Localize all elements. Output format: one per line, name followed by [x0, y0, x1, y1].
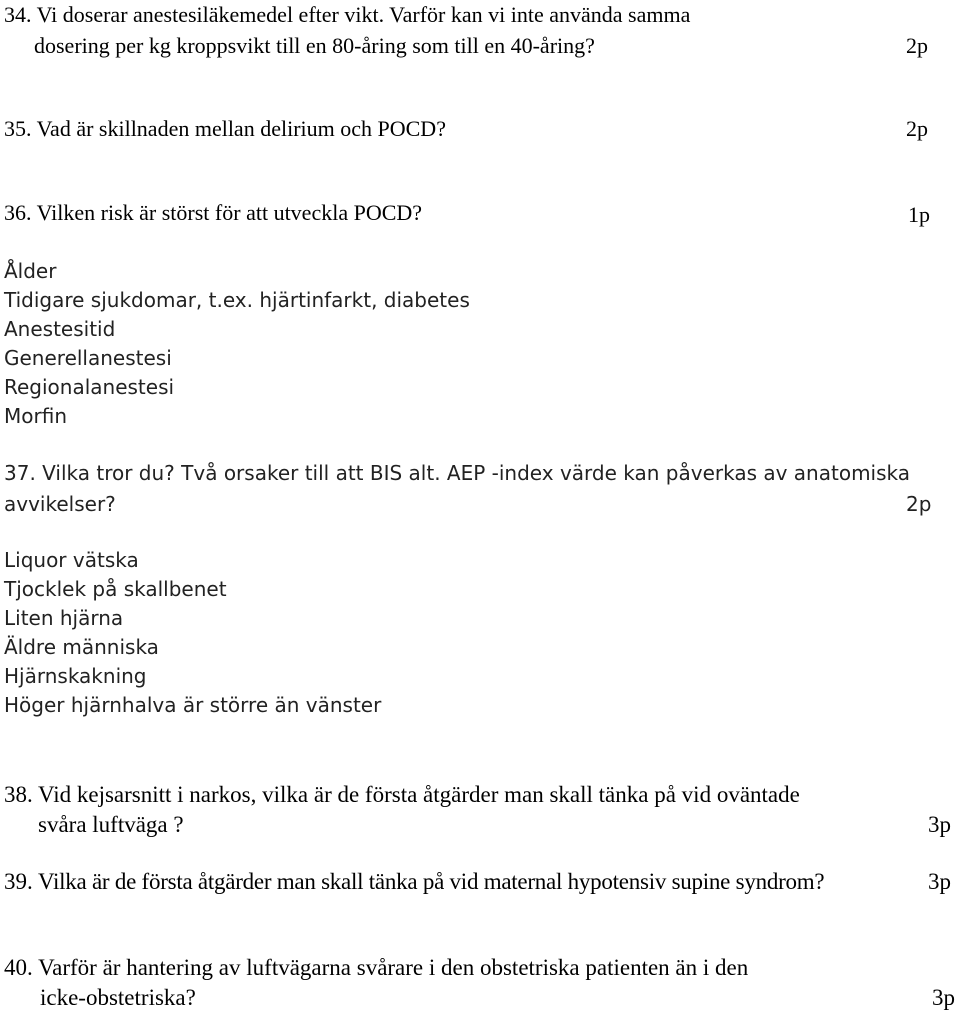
question-37-answer: Äldre människa	[4, 635, 159, 659]
question-39-points: 3p	[928, 869, 951, 894]
question-37-answer: Liquor vätska	[4, 548, 139, 572]
question-37-answer: Höger hjärnhalva är större än vänster	[4, 693, 382, 717]
question-35-points: 2p	[906, 116, 928, 141]
question-37-answer: Hjärnskakning	[4, 664, 147, 688]
question-37-line-2: avvikelser?	[4, 492, 116, 516]
question-39-number: 39.	[4, 869, 33, 894]
question-37-line-1: 37. Vilka tror du? Två orsaker till att BIS alt. AEP -index värde kan påverkas av anatomiska	[4, 461, 911, 485]
question-38-line-2: svåra luftväga ?	[38, 812, 184, 837]
question-34-line-1: 34. Vi doserar anestesiläkemedel efter vikt. Varför kan vi inte använda samma	[4, 2, 691, 27]
question-36-answer: Morfin	[4, 404, 67, 428]
question-38-number: 38.	[4, 782, 33, 807]
question-36-points: 1p	[908, 202, 930, 227]
question-36-answer: Anestesitid	[4, 317, 116, 341]
question-36-answer: Ålder	[4, 259, 57, 283]
question-36-answer: Regionalanestesi	[4, 375, 175, 399]
question-38-line-1: Vid kejsarsnitt i narkos, vilka är de första åtgärder man skall tänka på vid oväntade	[38, 782, 800, 807]
question-36-answer: Tidigare sjukdomar, t.ex. hjärtinfarkt, diabetes	[4, 288, 470, 312]
question-36-answer: Generellanestesi	[4, 346, 172, 370]
question-38-points: 3p	[928, 812, 951, 837]
question-34-line-2: dosering per kg kroppsvikt till en 80-åring som till en 40-åring?	[34, 33, 595, 58]
question-40-line-1: 40. Varför är hantering av luftvägarna svårare i den obstetriska patienten än i den	[4, 955, 749, 980]
question-34-points: 2p	[906, 33, 928, 58]
question-39-text: Vilka är de första åtgärder man skall tänka på vid maternal hypotensiv supine syndrom?	[38, 869, 825, 894]
question-40-points: 3p	[932, 985, 955, 1010]
question-35-text: 35. Vad är skillnaden mellan delirium och POCD?	[4, 116, 446, 141]
question-37-answer: Tjocklek på skallbenet	[4, 577, 227, 601]
question-37-points: 2p	[906, 492, 932, 516]
question-40-line-2: icke-obstetriska?	[40, 985, 196, 1010]
question-37-answer: Liten hjärna	[4, 606, 124, 630]
question-36-text: 36. Vilken risk är störst för att utveckla POCD?	[4, 200, 423, 225]
